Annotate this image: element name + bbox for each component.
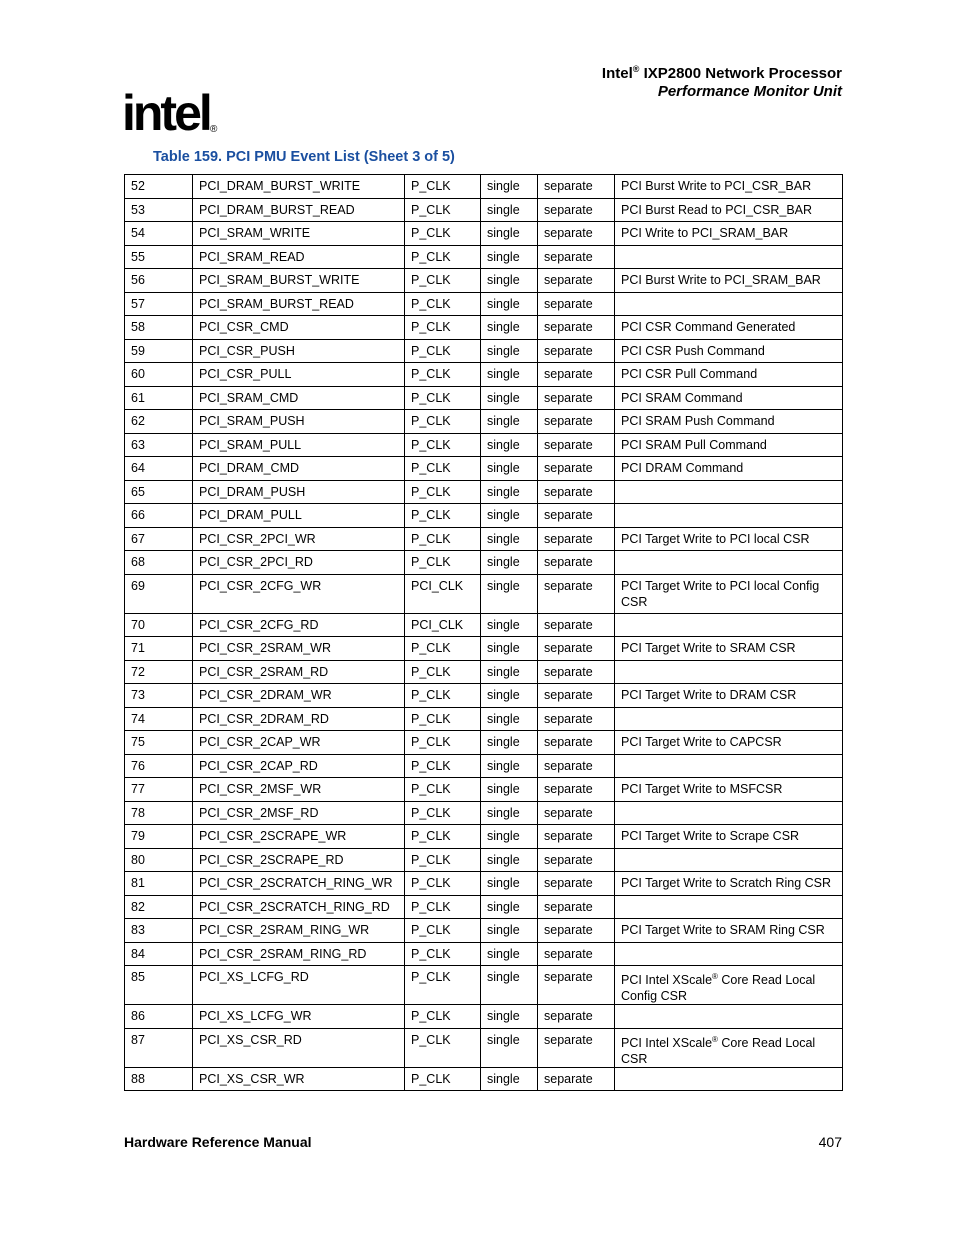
table-row	[125, 292, 843, 316]
description-cell	[615, 660, 843, 684]
clock-cell: P_CLK	[405, 198, 481, 222]
footer-manual: Hardware Reference Manual	[124, 1134, 312, 1150]
clock-cell: P_CLK	[405, 966, 481, 1005]
table-row	[125, 433, 843, 457]
page-number: 407	[818, 1134, 842, 1150]
event-name-cell: PCI_DRAM_BURST_READ	[193, 198, 405, 222]
type-cell: single	[481, 778, 538, 802]
type-cell: single	[481, 222, 538, 246]
table-row	[125, 175, 843, 199]
description-cell: PCI Write to PCI_SRAM_BAR	[615, 222, 843, 246]
table-row	[125, 1067, 843, 1091]
event-number-cell: 68	[125, 551, 193, 575]
description-cell: PCI Target Write to CAPCSR	[615, 731, 843, 755]
table-row	[125, 551, 843, 575]
type-cell: single	[481, 966, 538, 1005]
event-name-cell: PCI_CSR_2SRAM_RING_RD	[193, 942, 405, 966]
clock-cell: P_CLK	[405, 1028, 481, 1067]
type-cell: single	[481, 707, 538, 731]
description-cell: PCI CSR Pull Command	[615, 363, 843, 387]
event-number-cell: 62	[125, 410, 193, 434]
product-title	[602, 60, 842, 83]
separate-cell: separate	[538, 316, 615, 340]
clock-cell: P_CLK	[405, 895, 481, 919]
separate-cell: separate	[538, 551, 615, 575]
table-row	[125, 457, 843, 481]
clock-cell: P_CLK	[405, 778, 481, 802]
event-number-cell: 58	[125, 316, 193, 340]
description-text: PCI Intel XScale	[621, 1035, 713, 1050]
separate-cell: separate	[538, 433, 615, 457]
separate-cell: separate	[538, 801, 615, 825]
table-row	[125, 848, 843, 872]
event-number-cell: 64	[125, 457, 193, 481]
table-row	[125, 339, 843, 363]
event-number-cell: 84	[125, 942, 193, 966]
event-name-cell: PCI_DRAM_PULL	[193, 504, 405, 528]
event-name-cell: PCI_CSR_2SCRATCH_RING_RD	[193, 895, 405, 919]
type-cell: single	[481, 551, 538, 575]
table-row	[125, 222, 843, 246]
type-cell: single	[481, 637, 538, 661]
event-name-cell: PCI_CSR_2CAP_WR	[193, 731, 405, 755]
description-cell: PCI Target Write to SRAM Ring CSR	[615, 919, 843, 943]
table-row	[125, 527, 843, 551]
clock-cell: PCI_CLK	[405, 574, 481, 613]
type-cell: single	[481, 801, 538, 825]
event-name-cell: PCI_SRAM_WRITE	[193, 222, 405, 246]
separate-cell: separate	[538, 222, 615, 246]
separate-cell: separate	[538, 527, 615, 551]
separate-cell: separate	[538, 637, 615, 661]
clock-cell: P_CLK	[405, 527, 481, 551]
event-number-cell: 63	[125, 433, 193, 457]
description-cell	[615, 848, 843, 872]
type-cell: single	[481, 684, 538, 708]
event-number-cell: 76	[125, 754, 193, 778]
table-row	[125, 942, 843, 966]
table-row	[125, 613, 843, 637]
description-cell: PCI CSR Push Command	[615, 339, 843, 363]
brand-text: Intel	[601, 65, 633, 82]
type-cell: single	[481, 872, 538, 896]
type-cell: single	[481, 363, 538, 387]
event-number-cell: 60	[125, 363, 193, 387]
event-name-cell: PCI_CSR_2SCRAPE_RD	[193, 848, 405, 872]
description-cell	[615, 292, 843, 316]
clock-cell: P_CLK	[405, 848, 481, 872]
separate-cell: separate	[538, 895, 615, 919]
svg-text:®: ®	[210, 124, 218, 135]
event-name-cell: PCI_CSR_2PCI_WR	[193, 527, 405, 551]
separate-cell: separate	[538, 919, 615, 943]
event-number-cell: 55	[125, 245, 193, 269]
event-name-cell: PCI_SRAM_READ	[193, 245, 405, 269]
description-cell: PCI Burst Write to PCI_CSR_BAR	[615, 175, 843, 199]
table-row	[125, 825, 843, 849]
description-cell: PCI Target Write to DRAM CSR	[615, 684, 843, 708]
event-name-cell: PCI_SRAM_BURST_READ	[193, 292, 405, 316]
event-name-cell: PCI_SRAM_CMD	[193, 386, 405, 410]
description-text: PCI Intel XScale	[621, 973, 713, 988]
event-name-cell: PCI_SRAM_PULL	[193, 433, 405, 457]
table-row	[125, 637, 843, 661]
table-row	[125, 245, 843, 269]
type-cell: single	[481, 613, 538, 637]
event-name-cell: PCI_DRAM_CMD	[193, 457, 405, 481]
type-cell: single	[481, 1005, 538, 1029]
event-name-cell: PCI_SRAM_PUSH	[193, 410, 405, 434]
description-cell	[615, 801, 843, 825]
description-cell	[615, 707, 843, 731]
type-cell: single	[481, 433, 538, 457]
svg-text:intel: intel	[122, 86, 210, 141]
event-number-cell: 80	[125, 848, 193, 872]
description-cell	[615, 480, 843, 504]
table-caption: Table 159. PCI PMU Event List (Sheet 3 of 5)	[153, 149, 455, 165]
separate-cell: separate	[538, 480, 615, 504]
event-number-cell: 82	[125, 895, 193, 919]
description-cell: PCI SRAM Command	[615, 386, 843, 410]
event-number-cell: 61	[125, 386, 193, 410]
event-number-cell: 85	[125, 966, 193, 1005]
event-number-cell: 77	[125, 778, 193, 802]
table-row	[125, 269, 843, 293]
clock-cell: P_CLK	[405, 175, 481, 199]
type-cell: single	[481, 245, 538, 269]
intel-logo	[122, 86, 232, 148]
event-number-cell: 56	[125, 269, 193, 293]
event-number-cell: 86	[125, 1005, 193, 1029]
event-name-cell: PCI_DRAM_PUSH	[193, 480, 405, 504]
table-row	[125, 1028, 843, 1067]
type-cell: single	[481, 198, 538, 222]
event-name-cell: PCI_XS_CSR_RD	[193, 1028, 405, 1067]
table-row	[125, 363, 843, 387]
type-cell: single	[481, 292, 538, 316]
description-cell: PCI Target Write to MSFCSR	[615, 778, 843, 802]
clock-cell: P_CLK	[405, 731, 481, 755]
event-name-cell: PCI_CSR_2SRAM_RD	[193, 660, 405, 684]
clock-cell: P_CLK	[405, 316, 481, 340]
event-name-cell: PCI_SRAM_BURST_WRITE	[193, 269, 405, 293]
table-row	[125, 801, 843, 825]
event-number-cell: 73	[125, 684, 193, 708]
clock-cell: P_CLK	[405, 637, 481, 661]
type-cell: single	[481, 480, 538, 504]
product-name: IXP2800 Network Processor	[643, 65, 842, 82]
clock-cell: P_CLK	[405, 433, 481, 457]
clock-cell: P_CLK	[405, 754, 481, 778]
event-number-cell: 71	[125, 637, 193, 661]
event-number-cell: 67	[125, 527, 193, 551]
description-cell: PCI CSR Command Generated	[615, 316, 843, 340]
separate-cell: separate	[538, 613, 615, 637]
event-number-cell: 59	[125, 339, 193, 363]
event-number-cell: 87	[125, 1028, 193, 1067]
separate-cell: separate	[538, 966, 615, 1005]
clock-cell: P_CLK	[405, 1005, 481, 1029]
description-cell	[615, 1028, 843, 1067]
type-cell: single	[481, 410, 538, 434]
table-row	[125, 966, 843, 1005]
clock-cell: PCI_CLK	[405, 613, 481, 637]
description-cell	[615, 1067, 843, 1091]
clock-cell: P_CLK	[405, 292, 481, 316]
event-name-cell: PCI_XS_CSR_WR	[193, 1067, 405, 1091]
clock-cell: P_CLK	[405, 684, 481, 708]
table-row	[125, 778, 843, 802]
clock-cell: P_CLK	[405, 386, 481, 410]
description-cell	[615, 613, 843, 637]
clock-cell: P_CLK	[405, 269, 481, 293]
separate-cell: separate	[538, 175, 615, 199]
event-name-cell: PCI_CSR_2DRAM_WR	[193, 684, 405, 708]
separate-cell: separate	[538, 872, 615, 896]
event-name-cell: PCI_CSR_2SCRATCH_RING_WR	[193, 872, 405, 896]
event-name-cell: PCI_XS_LCFG_RD	[193, 966, 405, 1005]
separate-cell: separate	[538, 684, 615, 708]
event-name-cell: PCI_CSR_2CFG_WR	[193, 574, 405, 613]
separate-cell: separate	[538, 339, 615, 363]
type-cell: single	[481, 527, 538, 551]
clock-cell: P_CLK	[405, 551, 481, 575]
separate-cell: separate	[538, 245, 615, 269]
clock-cell: P_CLK	[405, 1067, 481, 1091]
clock-cell: P_CLK	[405, 707, 481, 731]
description-cell: PCI Target Write to Scratch Ring CSR	[615, 872, 843, 896]
separate-cell: separate	[538, 848, 615, 872]
type-cell: single	[481, 269, 538, 293]
type-cell: single	[481, 895, 538, 919]
clock-cell: P_CLK	[405, 660, 481, 684]
registered-mark: ®	[712, 1034, 718, 1044]
clock-cell: P_CLK	[405, 919, 481, 943]
clock-cell: P_CLK	[405, 825, 481, 849]
clock-cell: P_CLK	[405, 245, 481, 269]
separate-cell: separate	[538, 731, 615, 755]
event-name-cell: PCI_XS_LCFG_WR	[193, 1005, 405, 1029]
description-cell: PCI Burst Read to PCI_CSR_BAR	[615, 198, 843, 222]
separate-cell: separate	[538, 1067, 615, 1091]
table-row	[125, 919, 843, 943]
type-cell: single	[481, 754, 538, 778]
description-cell	[615, 966, 843, 1005]
table-row	[125, 731, 843, 755]
separate-cell: separate	[538, 754, 615, 778]
table-row	[125, 386, 843, 410]
separate-cell: separate	[538, 410, 615, 434]
event-number-cell: 75	[125, 731, 193, 755]
type-cell: single	[481, 339, 538, 363]
clock-cell: P_CLK	[405, 457, 481, 481]
event-name-cell: PCI_CSR_2SCRAPE_WR	[193, 825, 405, 849]
table-row	[125, 684, 843, 708]
type-cell: single	[481, 316, 538, 340]
type-cell: single	[481, 660, 538, 684]
description-cell	[615, 1005, 843, 1029]
separate-cell: separate	[538, 1005, 615, 1029]
description-cell	[615, 504, 843, 528]
clock-cell: P_CLK	[405, 801, 481, 825]
description-cell	[615, 551, 843, 575]
description-cell: PCI Target Write to Scrape CSR	[615, 825, 843, 849]
type-cell: single	[481, 825, 538, 849]
event-number-cell: 79	[125, 825, 193, 849]
event-name-cell: PCI_CSR_2SRAM_WR	[193, 637, 405, 661]
type-cell: single	[481, 457, 538, 481]
description-text: Core Read Local CSR	[621, 1035, 816, 1066]
event-name-cell: PCI_CSR_CMD	[193, 316, 405, 340]
event-name-cell: PCI_CSR_2CAP_RD	[193, 754, 405, 778]
clock-cell: P_CLK	[405, 222, 481, 246]
table-row	[125, 504, 843, 528]
type-cell: single	[481, 1067, 538, 1091]
separate-cell: separate	[538, 574, 615, 613]
event-number-cell: 65	[125, 480, 193, 504]
type-cell: single	[481, 919, 538, 943]
table-row	[125, 660, 843, 684]
event-name-cell: PCI_CSR_2CFG_RD	[193, 613, 405, 637]
separate-cell: separate	[538, 386, 615, 410]
separate-cell: separate	[538, 504, 615, 528]
description-cell: PCI DRAM Command	[615, 457, 843, 481]
type-cell: single	[481, 574, 538, 613]
separate-cell: separate	[538, 269, 615, 293]
event-number-cell: 53	[125, 198, 193, 222]
description-text: Core Read Local Config CSR	[621, 973, 816, 1004]
event-name-cell: PCI_DRAM_BURST_WRITE	[193, 175, 405, 199]
event-name-cell: PCI_CSR_PULL	[193, 363, 405, 387]
registered-mark: ®	[712, 972, 718, 981]
event-name-cell: PCI_CSR_2DRAM_RD	[193, 707, 405, 731]
clock-cell: P_CLK	[405, 410, 481, 434]
table-row	[125, 480, 843, 504]
separate-cell: separate	[538, 1028, 615, 1067]
event-number-cell: 70	[125, 613, 193, 637]
table-row	[125, 316, 843, 340]
event-number-cell: 52	[125, 175, 193, 199]
event-number-cell: 81	[125, 872, 193, 896]
event-name-cell: PCI_CSR_2SRAM_RING_WR	[193, 919, 405, 943]
registered-mark: ®	[632, 64, 640, 74]
event-number-cell: 83	[125, 919, 193, 943]
pmu-event-table	[124, 174, 843, 1091]
event-name-cell: PCI_CSR_PUSH	[193, 339, 405, 363]
separate-cell: separate	[538, 942, 615, 966]
table-row	[125, 707, 843, 731]
type-cell: single	[481, 175, 538, 199]
table-row	[125, 895, 843, 919]
separate-cell: separate	[538, 707, 615, 731]
clock-cell: P_CLK	[405, 363, 481, 387]
event-number-cell: 69	[125, 574, 193, 613]
description-cell	[615, 942, 843, 966]
description-cell: PCI Target Write to PCI local Config CSR	[615, 574, 843, 613]
event-number-cell: 72	[125, 660, 193, 684]
description-cell	[615, 895, 843, 919]
event-name-cell: PCI_CSR_2PCI_RD	[193, 551, 405, 575]
event-number-cell: 74	[125, 707, 193, 731]
running-header	[602, 60, 842, 101]
table-row	[125, 410, 843, 434]
event-number-cell: 66	[125, 504, 193, 528]
event-name-cell: PCI_CSR_2MSF_WR	[193, 778, 405, 802]
event-number-cell: 57	[125, 292, 193, 316]
clock-cell: P_CLK	[405, 480, 481, 504]
description-cell: PCI SRAM Push Command	[615, 410, 843, 434]
separate-cell: separate	[538, 198, 615, 222]
table-row	[125, 754, 843, 778]
clock-cell: P_CLK	[405, 942, 481, 966]
event-name-cell: PCI_CSR_2MSF_RD	[193, 801, 405, 825]
clock-cell: P_CLK	[405, 339, 481, 363]
clock-cell: P_CLK	[405, 504, 481, 528]
type-cell: single	[481, 386, 538, 410]
description-cell	[615, 245, 843, 269]
table-row	[125, 574, 843, 613]
type-cell: single	[481, 848, 538, 872]
separate-cell: separate	[538, 292, 615, 316]
table-row	[125, 1005, 843, 1029]
event-number-cell: 78	[125, 801, 193, 825]
separate-cell: separate	[538, 660, 615, 684]
event-number-cell: 54	[125, 222, 193, 246]
type-cell: single	[481, 731, 538, 755]
event-number-cell: 88	[125, 1067, 193, 1091]
description-cell: PCI Target Write to PCI local CSR	[615, 527, 843, 551]
description-cell: PCI Target Write to SRAM CSR	[615, 637, 843, 661]
description-cell: PCI Burst Write to PCI_SRAM_BAR	[615, 269, 843, 293]
table-row	[125, 872, 843, 896]
description-cell: PCI SRAM Pull Command	[615, 433, 843, 457]
separate-cell: separate	[538, 825, 615, 849]
description-cell	[615, 754, 843, 778]
separate-cell: separate	[538, 457, 615, 481]
type-cell: single	[481, 942, 538, 966]
section-title: Performance Monitor Unit	[657, 83, 842, 100]
type-cell: single	[481, 504, 538, 528]
clock-cell: P_CLK	[405, 872, 481, 896]
separate-cell: separate	[538, 363, 615, 387]
table-row	[125, 198, 843, 222]
separate-cell: separate	[538, 778, 615, 802]
type-cell: single	[481, 1028, 538, 1067]
